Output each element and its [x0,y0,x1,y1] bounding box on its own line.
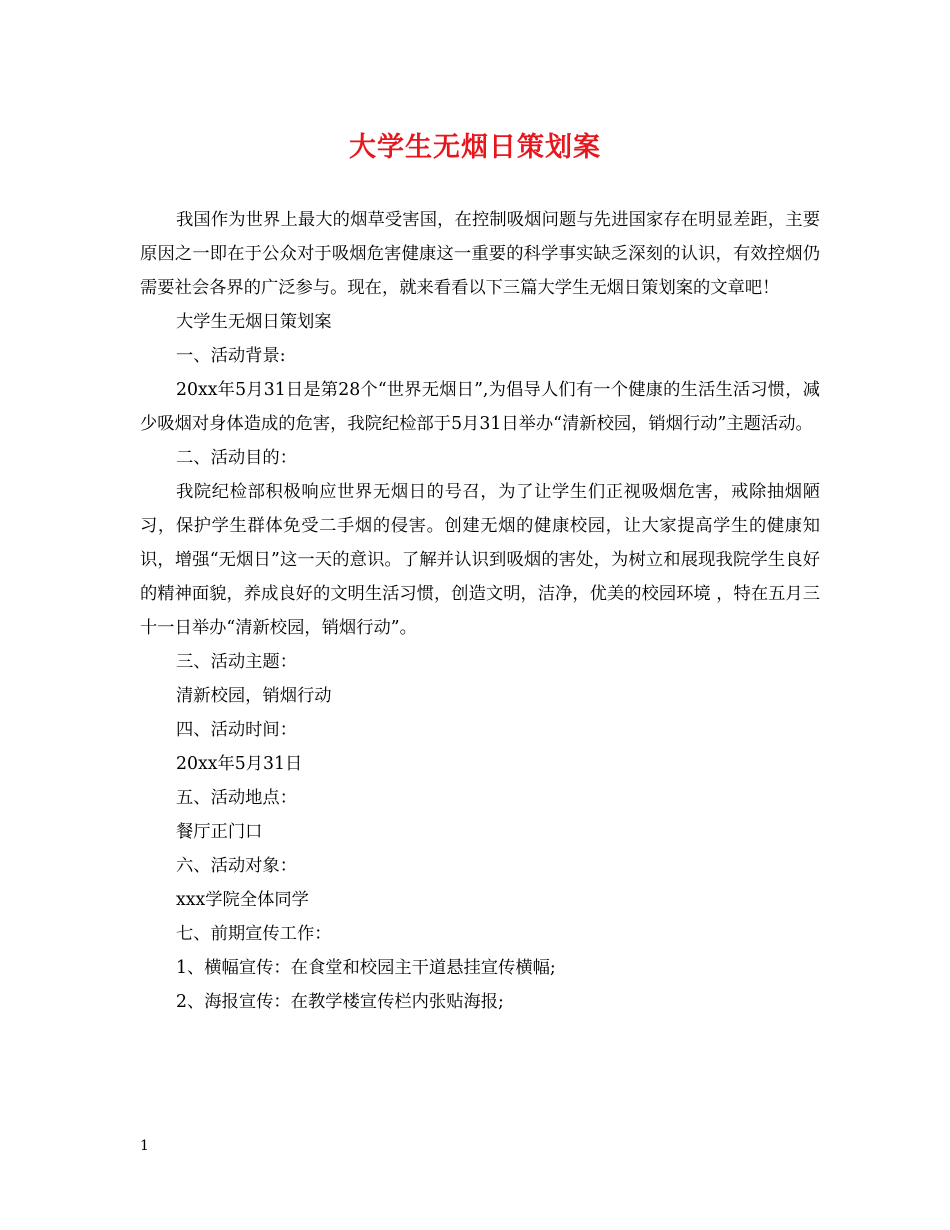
body-line: 2、海报宣传：在教学楼宣传栏内张贴海报; [176,992,504,1012]
section-heading: 五、活动地点： [176,788,297,808]
document-title: 大学生无烟日策划案 [349,132,601,163]
page-number: 1 [140,1138,149,1154]
section-heading: 三、活动主题： [176,652,297,672]
body-line: 1、横幅宣传：在食堂和校园主干道悬挂宣传横幅; [176,958,556,978]
body-paragraph: 20xx年5月31日是第28个“世界无烟日”,为倡导人们有一个健康的生活生活习惯，减少吸烟对身体造成的危害，我院纪检部于5月31日举办“清新校园，销烟行动”主题活动。 [140,380,820,434]
section-heading: 四、活动时间： [176,720,297,740]
section-heading: 七、前期宣传工作： [176,924,332,944]
body-line: xxx学院全体同学 [176,890,309,910]
intro-paragraph: 我国作为世界上最大的烟草受害国，在控制吸烟问题与先进国家存在明显差距，主要原因之一即在于公众对于吸烟危害健康这一重要的科学事实缺乏深刻的认识，有效控烟仍需要社会各界的广泛参与。现在，就来看看以下三篇大学生无烟日策划案的文章吧！ [140,210,820,298]
section-heading: 大学生无烟日策划案 [176,312,332,332]
document-body [140,203,820,1019]
section-heading: 一、活动背景: [176,346,286,366]
section-heading: 六、活动对象： [176,856,297,876]
body-line: 清新校园，销烟行动 [176,686,332,706]
body-line: 餐厅正门口 [176,822,263,842]
body-paragraph: 我院纪检部积极响应世界无烟日的号召，为了让学生们正视吸烟危害，戒除抽烟陋习，保护学生群体免受二手烟的侵害。创建无烟的健康校园，让大家提高学生的健康知识，增强“无烟日”这一天的意识。了解并认识到吸烟的害处，为树立和展现我院学生良好的精神面貌，养成良好的文明生活习惯，创造文明，洁净，优美的校园环境 ，特在五月三十一日举办“清新校园，销烟行动”。 [140,482,820,638]
body-line: 20xx年5月31日 [176,754,303,774]
section-heading: 二、活动目的： [176,448,297,468]
